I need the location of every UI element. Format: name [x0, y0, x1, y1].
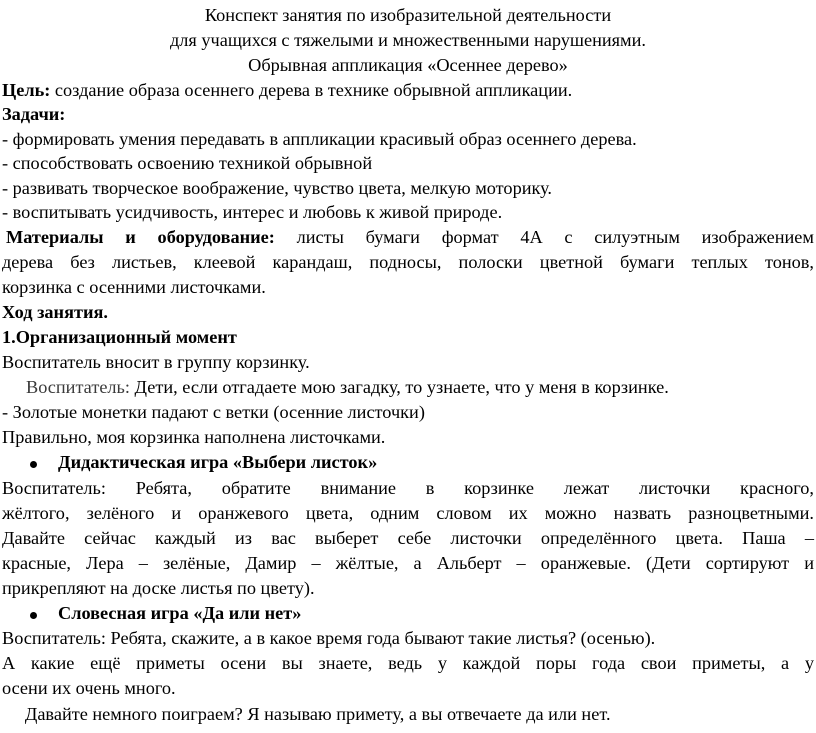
materials-label: Материалы и оборудование: — [6, 227, 275, 247]
section-organizational: 1.Организационный момент — [2, 327, 237, 347]
doc-title-line-1: Конспект занятия по изобразительной деятельности — [204, 5, 612, 25]
bullet-icon — [30, 612, 37, 619]
game1-title: Дидактическая игра «Выбери листок» — [58, 452, 378, 472]
doc-title-line-3: Обрывная аппликация «Осеннее дерево» — [248, 55, 568, 75]
riddle-line — [26, 376, 669, 400]
game1-line: прикрепляют на доске листья по цвету). — [2, 578, 315, 598]
riddle-text: Дети, если отгадаете мою загадку, то узнаете, что у меня в корзинке. — [129, 377, 669, 397]
game2-line: Воспитатель: Ребята, скажите, а в какое время года бывают такие листья? (осенью). — [2, 628, 656, 648]
doc-title-line-2: для учащихся с тяжелыми и множественными нарушениями. — [170, 30, 646, 50]
game2-line: осени их очень много. — [2, 678, 176, 698]
bullet-icon — [30, 461, 37, 468]
course-paragraph: Правильно, моя корзинка наполнена листочками. — [2, 427, 386, 447]
tasks-label: Задачи: — [2, 104, 66, 124]
task-item: - развивать творческое воображение, чувство цвета, мелкую моторику. — [2, 178, 552, 198]
materials-text-1: листы бумаги формат 4А с силуэтным изображением — [274, 227, 814, 247]
goal-line — [2, 79, 572, 103]
task-item: - формировать умения передавать в аппликации красивый образ осеннего дерева. — [2, 129, 637, 149]
task-item: - способствовать освоению техникой обрывной — [2, 153, 373, 173]
goal-label: Цель: — [2, 80, 51, 100]
game1-line: красные, Лера – зелёные, Дамир – жёлтые, а Альберт – оранжевые. (Дети сортируют и — [2, 553, 814, 573]
speaker-label: Воспитатель: — [26, 377, 130, 397]
game2-title: Словесная игра «Да или нет» — [58, 603, 302, 623]
game1-line: Воспитатель: Ребята, обратите внимание в корзинке лежат листочки красного, — [2, 478, 814, 498]
materials-line-1 — [6, 226, 814, 250]
course-paragraph: Воспитатель вносит в группу корзинку. — [2, 352, 310, 372]
game1-line: Давайте сейчас каждый из вас выберет себе листочки определённого цвета. Паша – — [2, 528, 814, 548]
riddle-answer: - Золотые монетки падают с ветки (осенние листочки) — [2, 402, 425, 422]
game2-line: А какие ещё приметы осени вы знаете, ведь у каждой поры года свои приметы, а у — [2, 653, 814, 673]
goal-text: создание образа осеннего дерева в технике обрывной аппликации. — [50, 80, 573, 100]
game2-line: Давайте немного поиграем? Я называю примету, а вы отвечаете да или нет. — [2, 704, 611, 724]
game1-line: жёлтого, зелёного и оранжевого цвета, одним словом их можно назвать разноцветными. — [2, 503, 814, 523]
course-title: Ход занятия. — [2, 302, 108, 322]
materials-line-3: корзинка с осенними листочками. — [2, 277, 266, 297]
task-item: - воспитывать усидчивость, интерес и любовь к живой природе. — [2, 202, 503, 222]
materials-line-2: дерева без листьев, клеевой карандаш, подносы, полоски цветной бумаги теплых тонов, — [2, 252, 814, 272]
